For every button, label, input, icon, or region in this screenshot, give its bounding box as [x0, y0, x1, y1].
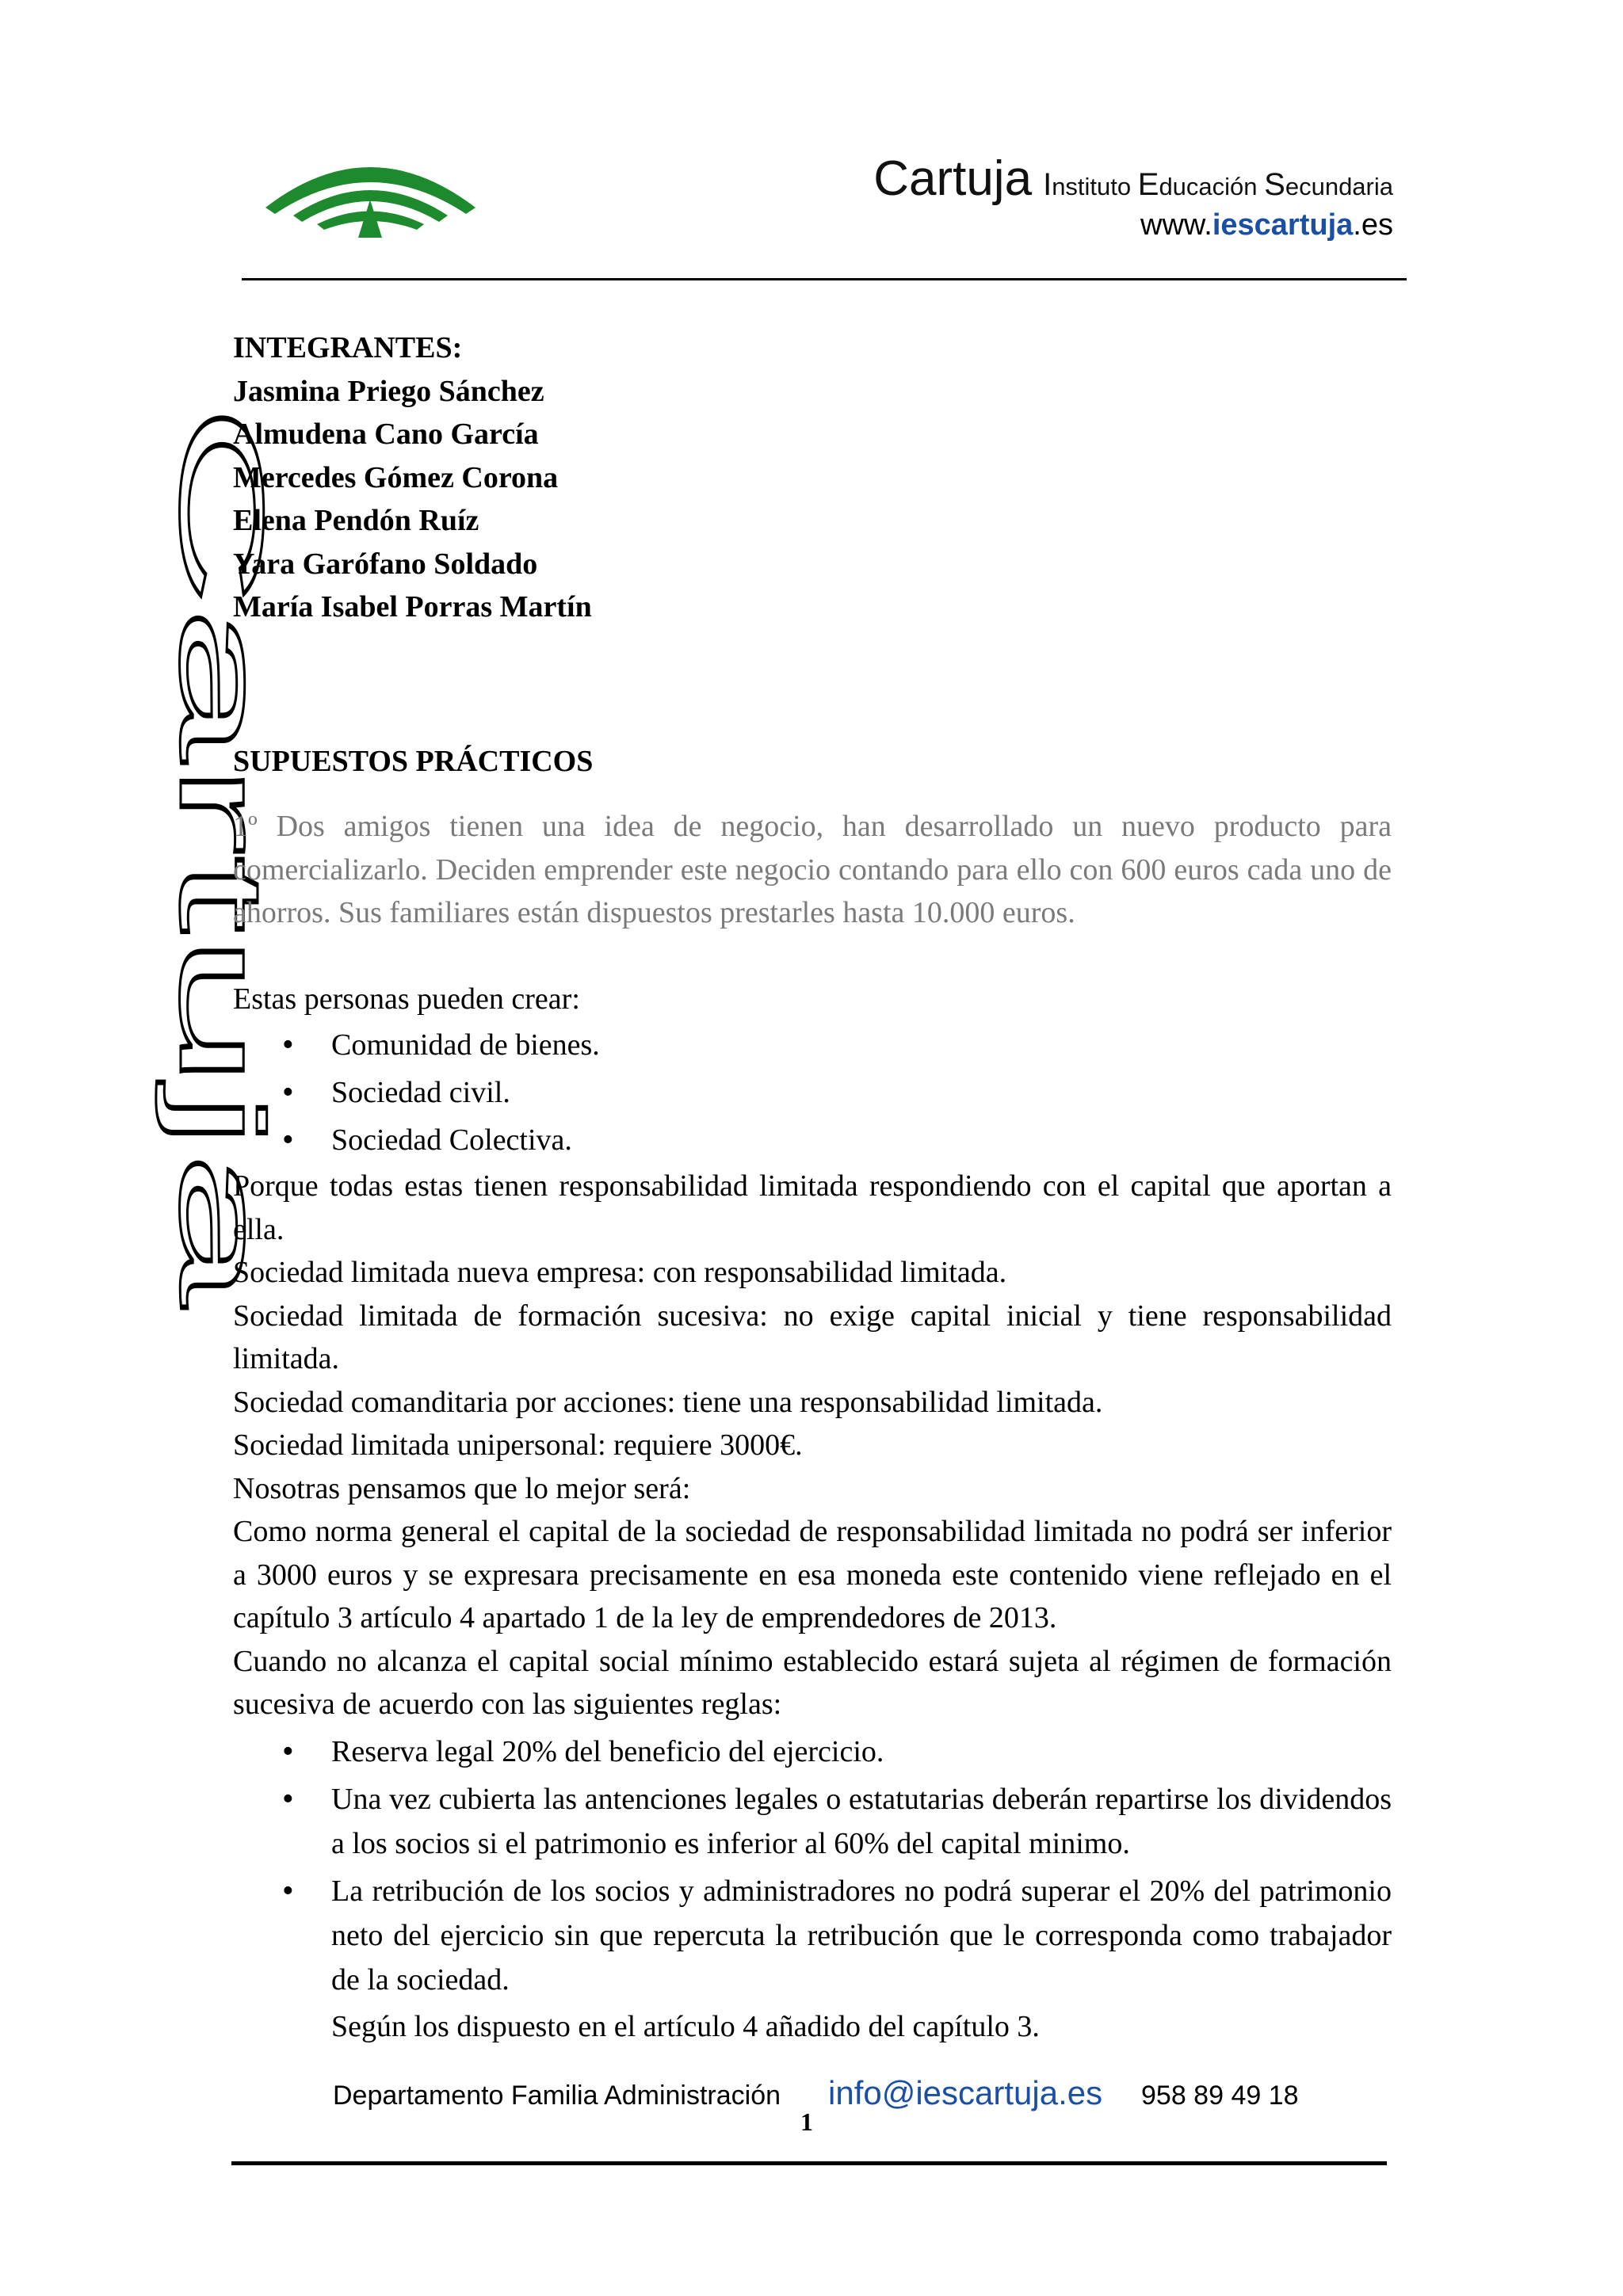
school-brand: Cartuja: [873, 151, 1033, 206]
list-item: • Sociedad civil.: [331, 1070, 1392, 1116]
page-number: 1: [800, 2107, 813, 2136]
subtitle-part-1: nstituto: [1052, 173, 1138, 200]
subtitle-cap-i: I: [1043, 167, 1052, 202]
member-name: Almudena Cano García: [233, 418, 539, 451]
school-header: [873, 151, 1393, 242]
footer-divider: [231, 2161, 1387, 2165]
footer-email-link[interactable]: info@iescartuja.es: [828, 2074, 1103, 2111]
header-divider: [242, 278, 1407, 280]
options-list: [233, 1022, 1392, 1163]
paragraph: Porque todas estas tienen responsabilidad limitada respondiendo con el capital que aportan a ella.: [233, 1169, 1392, 1246]
paragraph: Como norma general el capital de la sociedad de responsabilidad limitada no podrá ser inferior a 3000 euros y se expresara precisamente en esa moneda este contenido viene reflejado en el capítulo 3 artículo 4 apartado 1 de la ley de emprendedores de 2013.: [233, 1515, 1392, 1634]
side-watermark-text: Cartuja: [155, 404, 288, 788]
paragraph: Cuando no alcanza el capital social mínimo establecido estará sujeta al régimen de formación sucesiva de acuerdo con las siguientes reglas:: [233, 1644, 1392, 1721]
members-heading: INTEGRANTES:: [233, 331, 463, 364]
footer-phone: 958 89 49 18: [1141, 2081, 1299, 2111]
side-watermark: [79, 404, 288, 1323]
members-block: [233, 326, 1392, 629]
paragraph: Nosotras pensamos que lo mejor será:: [233, 1471, 691, 1505]
subtitle-cap-s: S: [1264, 167, 1285, 202]
junta-andalucia-logo: [262, 143, 479, 246]
member-name: Mercedes Gómez Corona: [233, 460, 559, 494]
list-item: • Una vez cubierta las antenciones legales o estatutarias deberán repartirse los dividendos a los socios si el patrimonio es inferior al 60% del capital minimo.: [331, 1777, 1392, 1866]
school-url[interactable]: www.iescartuja.es: [1140, 208, 1393, 242]
section-title: SUPUESTOS PRÁCTICOS: [233, 744, 594, 778]
member-name: Yara Garófano Soldado: [233, 547, 538, 581]
closing-note: Según los dispuesto en el artículo 4 añadido del capítulo 3.: [331, 2009, 1040, 2043]
paragraph: Sociedad comanditaria por acciones: tiene una responsabilidad limitada.: [233, 1385, 1103, 1419]
options-intro: Estas personas pueden crear:: [233, 982, 580, 1016]
subtitle-part-2: ducación: [1159, 173, 1265, 200]
subtitle-part-3: ecundaria: [1285, 173, 1393, 200]
member-name: Jasmina Priego Sánchez: [233, 374, 544, 408]
subtitle-cap-e: E: [1137, 167, 1159, 202]
document-body: [233, 326, 1392, 2048]
case-statement: 1º Dos amigos tienen una idea de negocio, han desarrollado un nuevo producto para comercializarlo. Deciden emprender este negocio contando para ello con 600 euros cada uno de ahorros. Sus familiares están dispuestos prestarles hasta 10.000 euros.: [233, 810, 1392, 929]
footer-department: Departamento Familia Administración: [333, 2081, 781, 2111]
rules-list: [233, 1730, 1392, 2002]
paragraph: Sociedad limitada nueva empresa: con responsabilidad limitada.: [233, 1256, 1007, 1289]
list-item: • Reserva legal 20% del beneficio del ejercicio.: [331, 1730, 1392, 1774]
member-name: María Isabel Porras Martín: [233, 590, 592, 624]
list-item: • Comunidad de bienes.: [331, 1022, 1392, 1068]
member-name: Elena Pendón Ruíz: [233, 504, 479, 537]
paragraph: Sociedad limitada de formación sucesiva: no exige capital inicial y tiene responsabilidad limitada.: [233, 1299, 1392, 1375]
paragraph: Sociedad limitada unipersonal: requiere 3000€.: [233, 1428, 803, 1462]
list-item: • La retribución de los socios y administradores no podrá superar el 20% del patrimonio neto del ejercicio sin que repercuta la retribución que le corresponda como trabajador de la sociedad.: [331, 1869, 1392, 2002]
list-item: • Sociedad Colectiva.: [331, 1117, 1392, 1163]
